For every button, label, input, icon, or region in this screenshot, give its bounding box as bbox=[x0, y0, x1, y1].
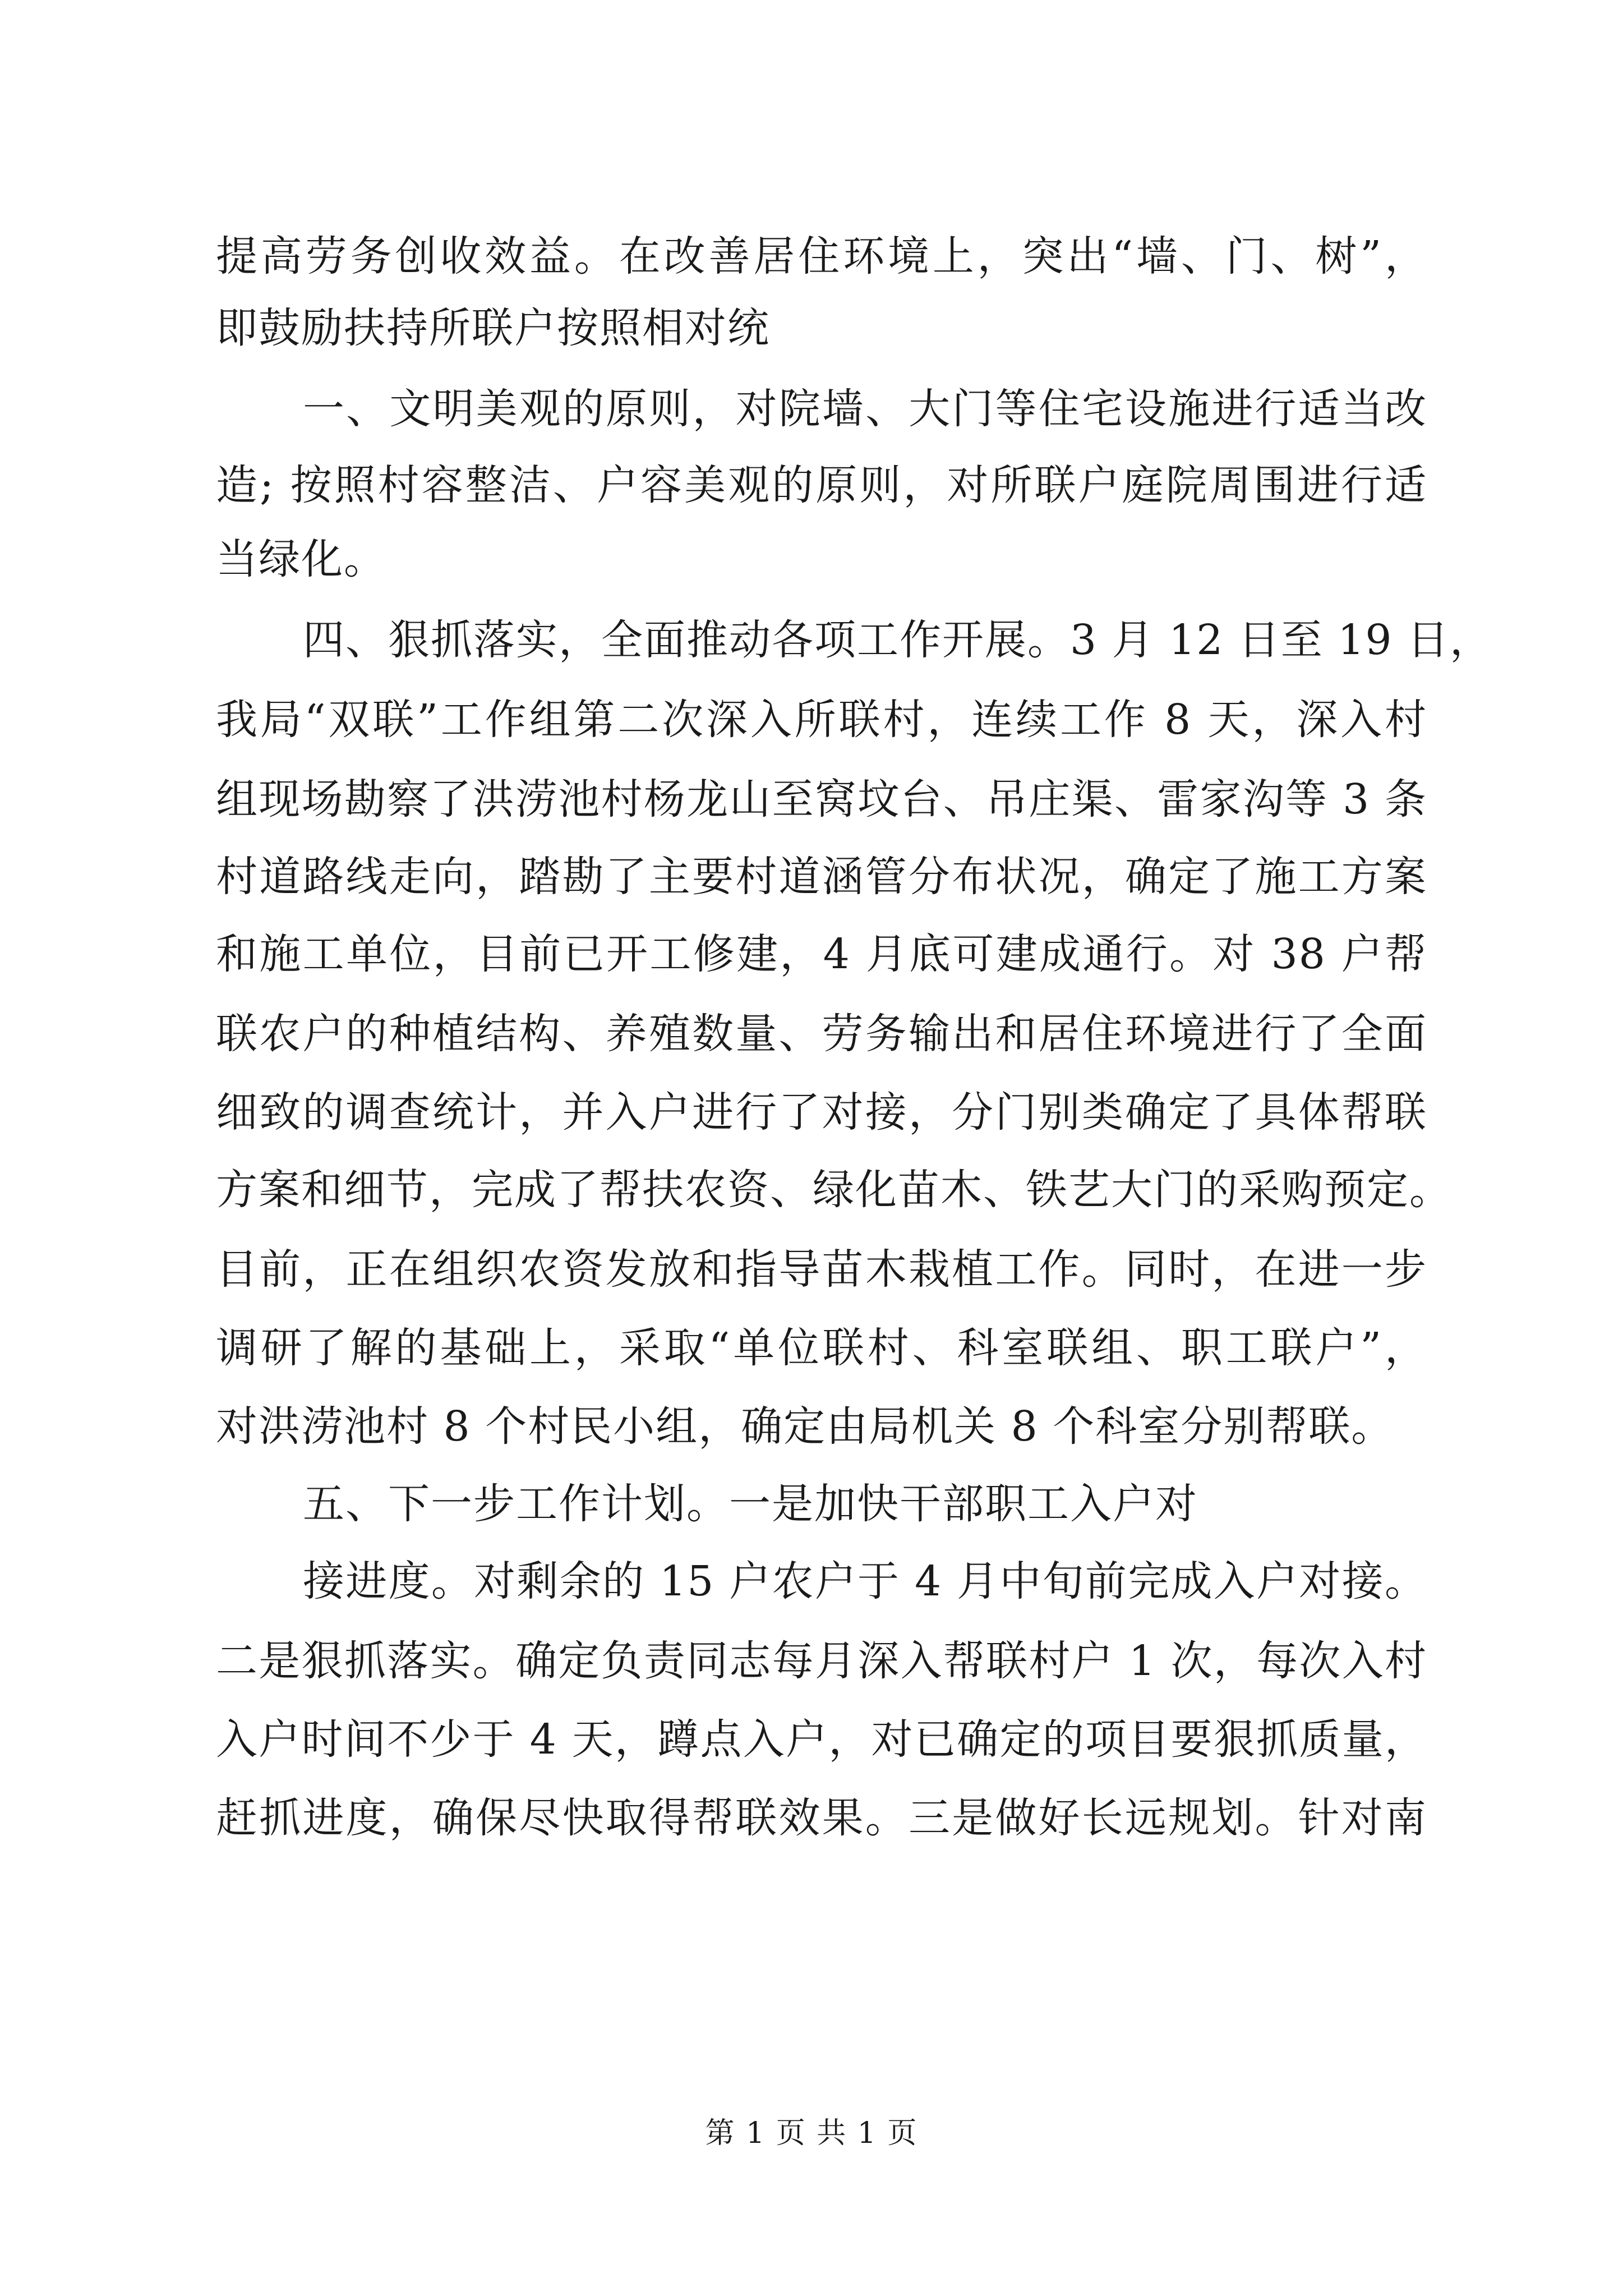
text-line-21: 赶抓进度，确保尽快取得帮联效果。三是做好长远规划。针对南 bbox=[216, 1794, 1427, 1842]
text-line-5: 当绿化。 bbox=[216, 535, 386, 583]
text-line-20: 入户时间不少于 4 天，蹲点入户，对已确定的项目要狠抓质量， bbox=[216, 1715, 1427, 1764]
text-line-7: 我局“双联”工作组第二次深入所联村，连续工作 8 天，深入村 bbox=[216, 696, 1427, 744]
text-line-15: 调研了解的基础上，采取“单位联村、科室联组、职工联户”， bbox=[216, 1324, 1427, 1372]
text-line-3: 一、文明美观的原则，对院墙、大门等住宅设施进行适当改 bbox=[303, 385, 1427, 433]
text-line-4: 造; 按照村容整洁、户容美观的原则，对所联户庭院周围进行适 bbox=[216, 461, 1427, 509]
text-line-10: 和施工单位，目前已开工修建，4 月底可建成通行。对 38 户帮 bbox=[216, 930, 1427, 978]
text-line-12: 细致的调查统计，并入户进行了对接，分门别类确定了具体帮联 bbox=[216, 1088, 1427, 1137]
text-line-8: 组现场勘察了洪涝池村杨龙山至窝坟台、吊庄渠、雷家沟等 3 条 bbox=[216, 775, 1427, 823]
text-line-14: 目前，正在组织农资发放和指导苗木栽植工作。同时，在进一步 bbox=[216, 1245, 1427, 1294]
text-line-11: 联农户的种植结构、养殖数量、劳务输出和居住环境进行了全面 bbox=[216, 1010, 1427, 1058]
page-number-footer: 第 1 页 共 1 页 bbox=[705, 2116, 918, 2150]
text-line-16: 对洪涝池村 8 个村民小组，确定由局机关 8 个科室分别帮联。 bbox=[216, 1402, 1394, 1451]
text-line-13: 方案和细节，完成了帮扶农资、绿化苗木、铁艺大门的采购预定。 bbox=[216, 1166, 1452, 1214]
text-line-17: 五、下一步工作计划。一是加快干部职工入户对 bbox=[303, 1480, 1198, 1528]
text-line-6: 四、狠抓落实，全面推动各项工作开展。3 月 12 日至 19 日， bbox=[303, 616, 1493, 664]
text-line-18: 接进度。对剩余的 15 户农户于 4 月中旬前完成入户对接。 bbox=[303, 1557, 1427, 1605]
text-line-2: 即鼓励扶持所联户按照相对统 bbox=[216, 304, 770, 352]
text-line-9: 村道路线走向，踏勘了主要村道涵管分布状况，确定了施工方案 bbox=[216, 853, 1427, 901]
text-line-1: 提高劳务创收效益。在改善居住环境上，突出“墙、门、树”， bbox=[216, 232, 1427, 280]
text-line-19: 二是狠抓落实。确定负责同志每月深入帮联村户 1 次，每次入村 bbox=[216, 1637, 1427, 1685]
